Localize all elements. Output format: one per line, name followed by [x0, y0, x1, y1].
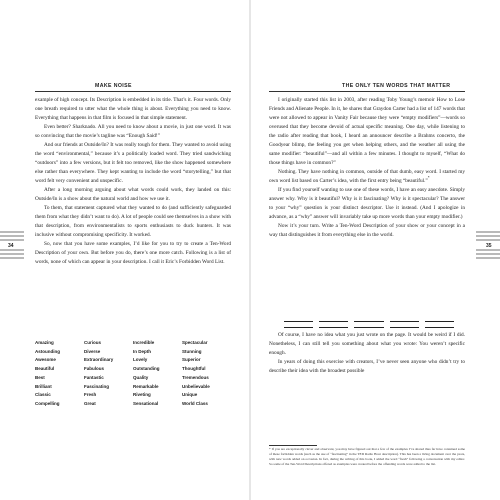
paragraph	[269, 168, 465, 186]
ten-word-blanks	[284, 327, 454, 328]
forbidden-word: Incredible	[133, 340, 155, 345]
forbidden-word: Curious	[84, 340, 102, 345]
forbidden-word: Quality	[133, 374, 149, 380]
forbidden-word: Extraordinary	[84, 357, 114, 363]
forbidden-word-list	[35, 339, 231, 409]
paragraph: Of course, I have no idea what you just wrote on the page. It would be weird if I did. Nonetheless, I can still tell you something about what you wrote: You weren’t specific enough.	[269, 332, 465, 356]
forbidden-word: Lovely	[133, 357, 148, 363]
blank-line[interactable]	[284, 321, 313, 322]
paragraph: In years of doing this exercise with creators, I’ve never seen anyone who didn’t try to describe their idea with the broadest possible	[269, 359, 465, 374]
blank-line[interactable]	[354, 321, 383, 322]
forbidden-word: Great	[84, 400, 96, 406]
paragraph: And our friends at Outside/In? It was really tough for them. They wanted to avoid using the word “environmental,” because it’s a politically loaded word. They tried sandwiching “outdoors” into a few versions, but it felt too removed, like the show happened somewhere else rather than everywhere. They kept wanting to include the word “storytelling,” but that word felt very convenient and unspecific.	[35, 142, 231, 184]
paragraph: I originally started this list in 2003, after reading Toby Young’s memoir How to Lose Friends and Alienate People. In it, he shares that Graydon Carter had a list of 147 words that were not allowed to appear in Vanity Fair because they were “empty modifiers”—words so overused that they become devoid of actual specific meaning. One day, while listening to the radio after reading that book, I heard an announcer describe a Brahms concerto, the Goodyear blimp, the feeling you get when helping others, and the weather all using the same modifier: “beautiful”—and all within a few minutes. I thought to myself, “What do those things have in common?”	[269, 97, 465, 166]
forbidden-word: Spectacular	[182, 340, 208, 345]
left-body-text	[35, 96, 231, 267]
paragraph: Even better? Sharknado. All you need to know about a movie, in just one word. It was so convincing that the movie’s tagline was “Enough Said!”	[35, 124, 231, 139]
blank-line[interactable]	[354, 327, 383, 328]
forbidden-word: Superior	[182, 357, 201, 363]
thumb-tab-marker	[476, 231, 500, 241]
forbidden-word: Fresh	[84, 392, 97, 398]
forbidden-word: Unbelievable	[182, 383, 210, 389]
header-rule	[269, 91, 465, 92]
paragraph: After a long morning arguing about what words could work, they landed on this: Outside/In is a show about the natural world and how we use it.	[35, 187, 231, 202]
paragraph: If you find yourself wanting to use one of these words, I have an easy anecdote. Simply answer why. Why is it beautiful? Why is it fascinating? Why is it spectacular? The answer to your “why” question is your distinct descriptor. Use it instead. (And I apologize in advance, as a “why” answer will invariably take up more words than your empty modifier.)	[269, 187, 465, 220]
right-body-text	[269, 96, 465, 240]
forbidden-word: Fabulous	[84, 366, 104, 372]
ten-word-blanks	[284, 321, 454, 322]
forbidden-word: Fantastic	[84, 374, 104, 380]
forbidden-word: Awesome	[35, 357, 56, 363]
forbidden-word: In Depth	[133, 348, 151, 354]
forbidden-word: Astounding	[35, 348, 60, 354]
forbidden-word: Riveting	[133, 392, 151, 398]
blank-line[interactable]	[425, 327, 454, 328]
blank-line[interactable]	[319, 327, 348, 328]
forbidden-word: Tremendous	[182, 374, 209, 380]
blank-line[interactable]	[390, 321, 419, 322]
after-blanks-text	[269, 331, 465, 376]
paragraph: example of high concept. Its Description is embedded in its title. That’s it. Four words. Only one breath required to utter what the whole thing is about. Everything you need to know. Everything that happens in that film is focused in that simple statement.	[35, 97, 231, 121]
page-number-left: 34	[8, 243, 14, 249]
forbidden-word: Beautiful	[35, 366, 55, 372]
blank-line[interactable]	[425, 321, 454, 322]
forbidden-word: Classic	[35, 392, 51, 398]
forbidden-word: Sensational	[133, 400, 159, 406]
footnote-rule	[269, 445, 317, 446]
forbidden-word: World Class	[182, 400, 208, 406]
forbidden-word: Compelling	[35, 400, 60, 406]
running-head-left: MAKE NOISE	[95, 83, 132, 89]
paragraph: Now it’s your turn. Write a Ten-Word Description of your show or your concept in a way that distinguishes it from everything else in the world.	[269, 223, 465, 238]
footnote: * If you are exceptionally clever and observant, you may have figured out that a few of the examples I’ve shared thus far have contained some of these forbidden words (such as the use of “fascinating” in the TED Radio Hour description). This has been a living document over the years, with new words added on occasion. In fact, during the writing of this book, I added the word “fresh” following a conversation with my editor. So some of the Ten-Word Descriptions offered as examples were created before the offending words were added to the list.	[269, 447, 465, 466]
blank-line[interactable]	[284, 327, 313, 328]
forbidden-word: Outstanding	[133, 366, 160, 372]
paragraph: To them, that statement captured what they wanted to do (and sufficiently safeguarded them from what they didn’t want to do). A lot of people could see themselves in a show with that description, from environmentalists to sports enthusiasts to duck hunters. It was inclusive without compromising specificity. It worked.	[35, 205, 231, 238]
forbidden-word: Thoughtful	[182, 366, 206, 372]
forbidden-word: Brilliant	[35, 383, 52, 389]
header-rule	[35, 91, 231, 92]
forbidden-word: Unique	[182, 392, 198, 398]
blank-line[interactable]	[319, 321, 348, 322]
forbidden-word: Remarkable	[133, 383, 159, 389]
running-head-right: THE ONLY TEN WORDS THAT MATTER	[342, 83, 451, 89]
thumb-tab-marker	[476, 249, 500, 259]
forbidden-word: Amazing	[35, 340, 54, 345]
blank-line[interactable]	[390, 327, 419, 328]
forbidden-word: Stunning	[182, 348, 202, 354]
thumb-tab-marker	[0, 249, 24, 259]
thumb-tab-marker	[0, 231, 24, 241]
paragraph-text: Nothing. They have nothing in common, outside of that dumb, easy word. I started my own word list based on Carter’s idea, with the first entry being “beautiful.”	[269, 169, 465, 184]
forbidden-word: Fascinating	[84, 383, 110, 389]
footnote-marker: *	[427, 176, 430, 181]
forbidden-word: Diverse	[84, 348, 101, 354]
page-number-right: 35	[486, 243, 492, 249]
paragraph: So, now that you have some examples, I’d like for you to try to create a Ten-Word Description of your own. But before you do, there’s one more catch. Following is a list of words, none of which can appear in your description. I call it Eric’s Forbidden Word List.	[35, 241, 231, 265]
right-page	[250, 0, 500, 500]
forbidden-word: Best	[35, 374, 45, 380]
